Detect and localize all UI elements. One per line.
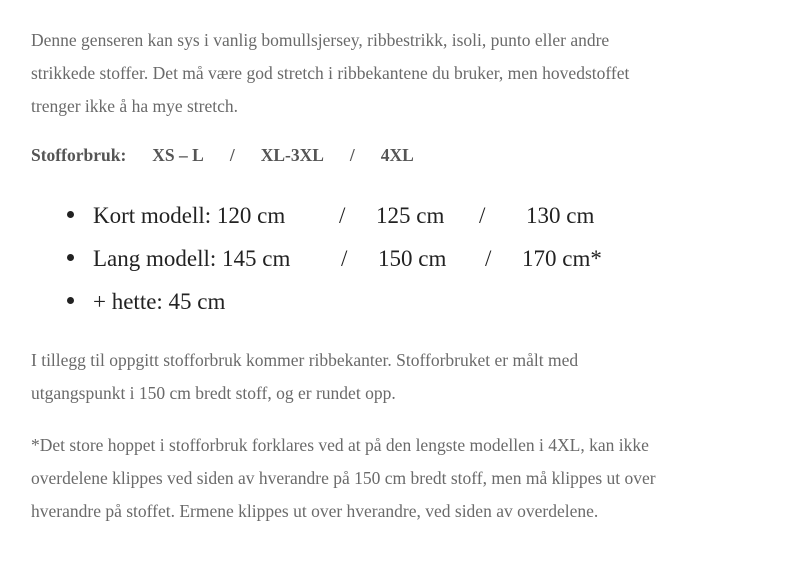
intro-line-3: trenger ikke å ha mye stretch.: [31, 96, 238, 116]
short-model-value-xl: 125 cm: [376, 203, 445, 228]
long-model-value-4xl: 170 cm*: [522, 246, 602, 271]
bullet-dot-icon: [67, 297, 74, 304]
list-item-hood: [31, 280, 781, 323]
value-separator: /: [485, 246, 492, 271]
short-model-label: Kort modell: 120 cm: [93, 203, 286, 228]
fabric-usage-list: [31, 194, 781, 323]
short-model-value-4xl: 130 cm: [526, 203, 595, 228]
note2-line-2: overdelene klippes ved siden av hverandre på 150 cm bredt stoff, men må klippes ut over: [31, 468, 656, 488]
hood-label: + hette: 45 cm: [93, 289, 226, 314]
size-separator: /: [229, 145, 235, 165]
long-model-value-xl: 150 cm: [378, 246, 447, 271]
size-xs-l: XS – L: [152, 145, 204, 165]
list-item-short-model: [31, 194, 781, 237]
value-separator: /: [339, 203, 346, 228]
value-separator: /: [479, 203, 486, 228]
intro-line-1: Denne genseren kan sys i vanlig bomullsjersey, ribbestrikk, isoli, punto eller andre: [31, 30, 610, 50]
bullet-dot-icon: [67, 254, 74, 261]
fabric-usage-label: Stofforbruk:: [31, 145, 127, 165]
value-separator: /: [341, 246, 348, 271]
note2-line-3: hverandre på stoffet. Ermene klippes ut over hverandre, ved siden av overdelene.: [31, 501, 599, 521]
size-xl-3xl: XL-3XL: [260, 145, 324, 165]
ribbing-note-paragraph: [31, 344, 781, 410]
size-separator: /: [349, 145, 355, 165]
bullet-dot-icon: [67, 211, 74, 218]
intro-line-2: strikkede stoffer. Det må være god stretch i ribbekantene du bruker, men hovedstoffet: [31, 63, 630, 83]
size-4xl: 4XL: [380, 145, 414, 165]
long-model-label: Lang modell: 145 cm: [93, 246, 291, 271]
note1-line-2: utgangspunkt i 150 cm bredt stoff, og er rundet opp.: [31, 383, 396, 403]
article-content: [31, 24, 781, 528]
intro-paragraph: [31, 24, 781, 123]
list-item-long-model: [31, 237, 781, 280]
note1-line-1: I tillegg til oppgitt stofforbruk kommer ribbekanter. Stofforbruket er målt med: [31, 350, 579, 370]
footnote-paragraph: [31, 429, 781, 528]
fabric-usage-row: [31, 139, 781, 172]
note2-line-1: *Det store hoppet i stofforbruk forklares ved at på den lengste modellen i 4XL, kan ikke: [31, 435, 649, 455]
